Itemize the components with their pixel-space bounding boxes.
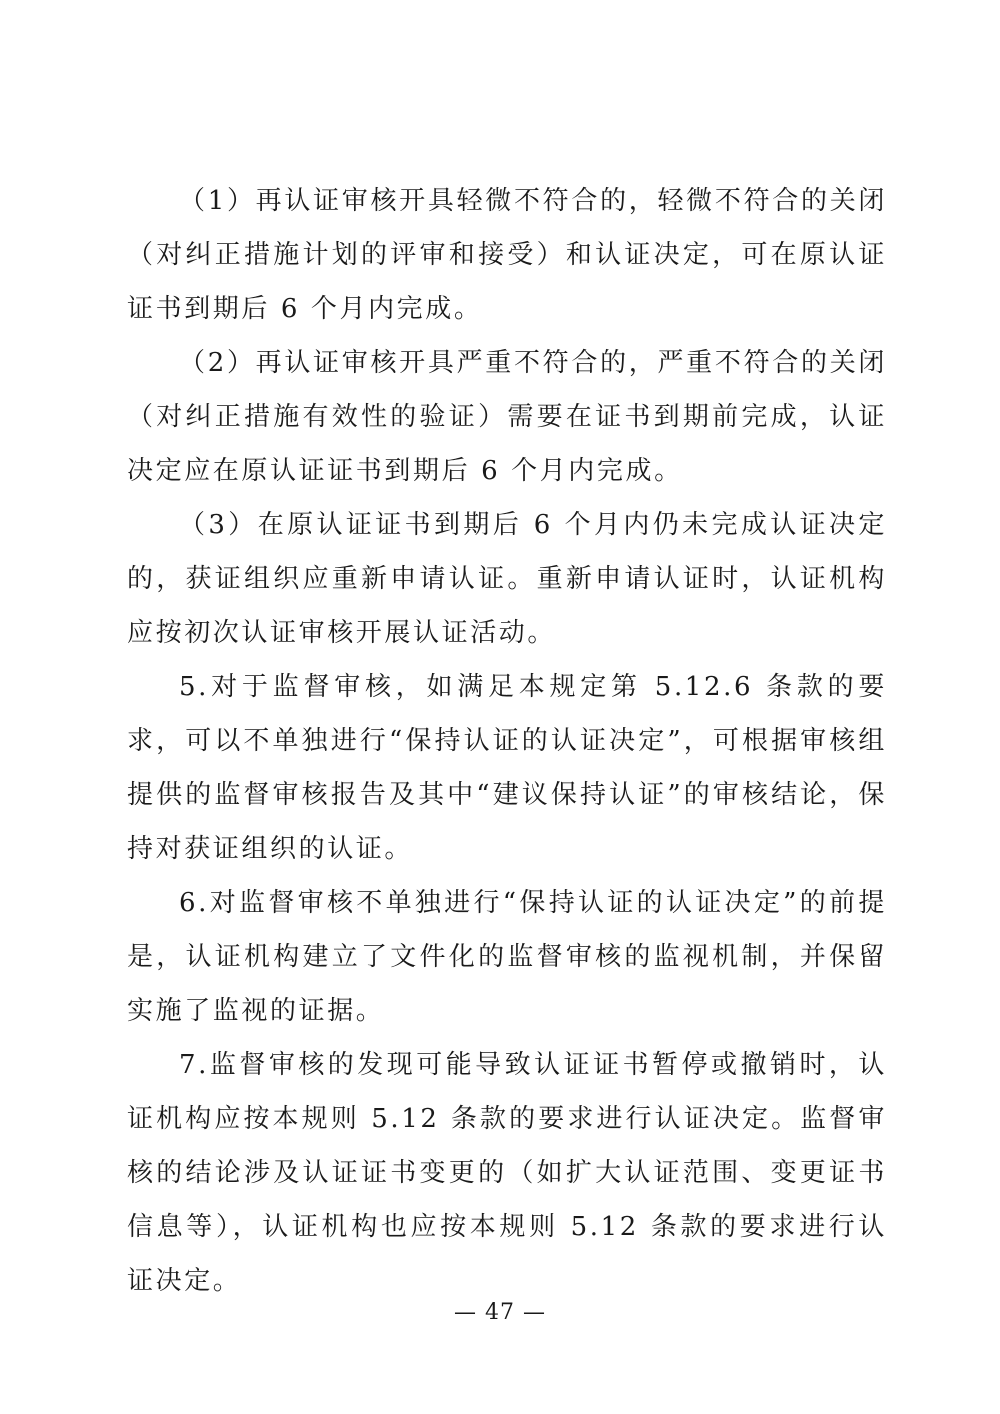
paragraph-item-6: 6.对监督审核不单独进行“保持认证的认证决定”的前提是，认证机构建立了文件化的监督审核的监视机制，并保留实施了监视的证据。	[127, 888, 887, 1026]
paragraph-reapply-certification: （3）在原认证证书到期后 6 个月内仍未完成认证决定的，获证组织应重新申请认证。重新申请认证时，认证机构应按初次认证审核开展认证活动。	[127, 510, 887, 648]
paragraph-minor-nonconformity: （1）再认证审核开具轻微不符合的，轻微不符合的关闭（对纠正措施计划的评审和接受）和认证决定，可在原认证证书到期后 6 个月内完成。	[127, 186, 887, 324]
page-number: — 47 —	[454, 1300, 546, 1325]
paragraph-item-7: 7.监督审核的发现可能导致认证证书暂停或撤销时，认证机构应按本规则 5.12 条款的要求进行认证决定。监督审核的结论涉及认证证书变更的（如扩大认证范围、变更证书信息等），认证机构也应按本规则 5.12 条款的要求进行认证决定。	[127, 1050, 887, 1296]
body-text	[127, 174, 887, 1308]
paragraph-item-5: 5.对于监督审核，如满足本规定第 5.12.6 条款的要求，可以不单独进行“保持认证的认证决定”，可根据审核组提供的监督审核报告及其中“建议保持认证”的审核结论，保持对获证组织的认证。	[127, 672, 887, 864]
paragraph-major-nonconformity: （2）再认证审核开具严重不符合的，严重不符合的关闭（对纠正措施有效性的验证）需要在证书到期前完成，认证决定应在原认证证书到期后 6 个月内完成。	[127, 348, 887, 486]
